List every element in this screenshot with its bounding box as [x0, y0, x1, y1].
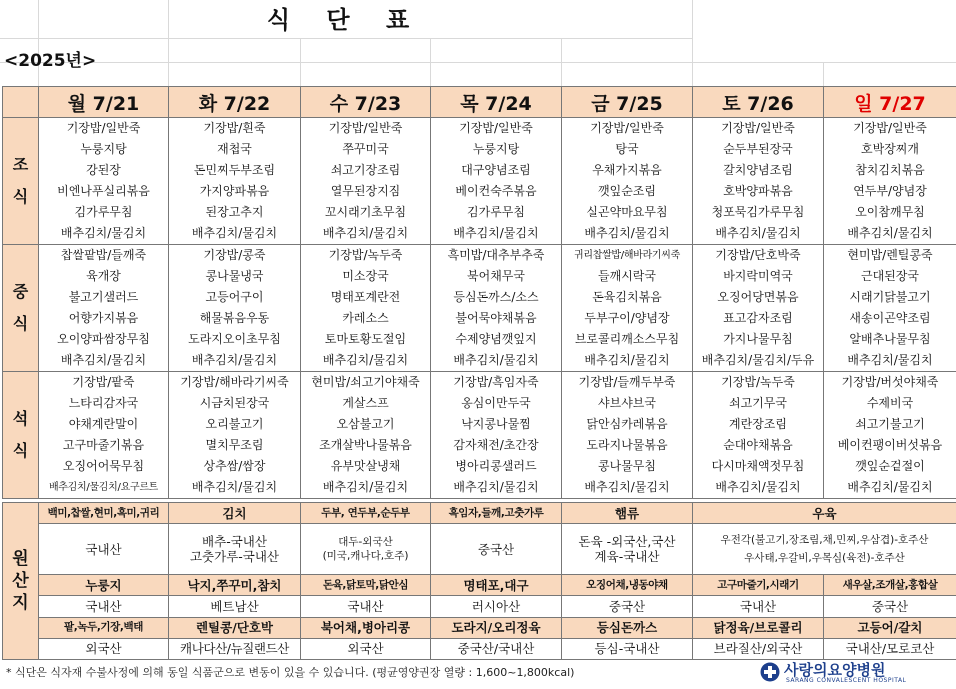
origin-header: 흑임자,들깨,고춧가루 [431, 503, 562, 524]
origin-value-row-2 [3, 596, 956, 617]
origin-value: 돈육 -외국산,국산 계육-국내산 [562, 524, 693, 575]
origin-header-row-2 [3, 575, 956, 596]
origin-value: 중국산 [431, 524, 562, 575]
origin-header: 햄류 [562, 503, 693, 524]
origin-value: 배추-국내산 고춧가루-국내산 [169, 524, 301, 575]
sheet-grid [0, 0, 956, 86]
menu-cell: 흑미밥/대추부추죽 북어채무국 등심돈까스/소스 불어묵야채볶음 수제양념깻잎지 배추김치/물김치 [431, 245, 562, 372]
origin-header: 새우살,조개살,홍합살 [824, 575, 956, 596]
menu-cell: 기장밥/단호박죽 바지락미역국 오징어당면볶음 표고감자조림 가지나물무침 배추김치/물김치/두유 [693, 245, 824, 372]
menu-cell: 기장밥/일반죽 누룽지탕 대구양념조림 베이컨숙주볶음 김가루무침 배추김치/물김치 [431, 118, 562, 245]
menu-cell: 기장밥/흑임자죽 옹심이만두국 낙지콩나물찜 감자채전/초간장 병아리콩샐러드 배추김치/물김치 [431, 372, 562, 499]
origin-value: 중국산 [824, 596, 956, 617]
menu-cell: 현미밥/렌틸콩죽 근대된장국 시래기닭불고기 새송이곤약조림 알배추나물무침 배추김치/물김치 [824, 245, 956, 372]
day-header: 목 7/24 [431, 87, 562, 118]
origin-label: 원 산 지 [3, 503, 39, 660]
origin-value: 등심-국내산 [562, 638, 693, 659]
origin-header: 닭정육/브로콜리 [693, 617, 824, 638]
day-header-sunday: 일 7/27 [824, 87, 956, 118]
hospital-subtitle: SARANG CONVALESCENT HOSPITAL [786, 677, 907, 684]
menu-cell: 기장밥/일반죽 쭈꾸미국 쇠고기장조림 열무된장지짐 꼬시래기초무침 배추김치/물김치 [301, 118, 431, 245]
origin-value: 외국산 [39, 638, 169, 659]
menu-cell: 기장밥/흰죽 재첩국 돈민찌두부조림 가지양파볶음 된장고추지 배추김치/물김치 [169, 118, 301, 245]
menu-cell: 기장밥/녹두죽 미소장국 명태포계란전 카레소스 토마토황도절임 배추김치/물김치 [301, 245, 431, 372]
origin-header: 렌틸콩/단호박 [169, 617, 301, 638]
day-header: 월 7/21 [39, 87, 169, 118]
menu-cell: 기장밥/일반죽 누룽지탕 강된장 비엔나푸실리볶음 김가루무침 배추김치/물김치 [39, 118, 169, 245]
meal-label-breakfast: 조 식 [3, 118, 39, 245]
menu-cell: 기장밥/팥죽 느타리감자국 야채계란말이 고구마줄기볶음 오징어어묵무침 배추김치/물김치/요구르트 [39, 372, 169, 499]
hospital-logo [756, 659, 952, 687]
menu-cell: 기장밥/일반죽 순두부된장국 갈치양념조림 호박양파볶음 청포묵김가루무침 배추김치/물김치 [693, 118, 824, 245]
menu-cell: 기장밥/녹두죽 쇠고기무국 계란장조림 순대야채볶음 다시마채액젓무침 배추김치/물김치 [693, 372, 824, 499]
origin-value: 외국산 [301, 638, 431, 659]
origin-header-row-3 [3, 617, 956, 638]
origin-value: 브라질산/외국산 [693, 638, 824, 659]
menu-cell: 기장밥/들깨두부죽 샤브샤브국 닭안심카레볶음 도라지나물볶음 콩나물무침 배추김치/물김치 [562, 372, 693, 499]
origin-header: 김치 [169, 503, 301, 524]
origin-value: 국내산 [301, 596, 431, 617]
menu-table [2, 86, 956, 499]
origin-header: 팥,녹두,기장,백태 [39, 617, 169, 638]
origin-value: 국내산 [693, 596, 824, 617]
dinner-row [3, 372, 956, 499]
origin-header: 등심돈까스 [562, 617, 693, 638]
meal-label-dinner: 석 식 [3, 372, 39, 499]
menu-cell: 기장밥/버섯야채죽 수제비국 쇠고기불고기 베이컨팽이버섯볶음 깻잎순겉절이 배추김치/물김치 [824, 372, 956, 499]
origin-value: 우전각(불고기,장조림,채,민찌,우삼겹)-호주산 우사태,우갈비,우목심(육전)-호주산 [693, 524, 956, 575]
origin-header: 백미,찹쌀,현미,흑미,귀리 [39, 503, 169, 524]
day-header: 화 7/22 [169, 87, 301, 118]
menu-cell: 기장밥/해바라기씨죽 시금치된장국 오리불고기 멸치무조림 상추쌈/쌈장 배추김치/물김치 [169, 372, 301, 499]
origin-header: 명태포,대구 [431, 575, 562, 596]
lunch-row [3, 245, 956, 372]
page-title: 식 단 표 [266, 6, 424, 34]
origin-value: 중국산 [562, 596, 693, 617]
origin-value: 대두-외국산 (미국,캐나다,호주) [301, 524, 431, 575]
origin-value: 국내산 [39, 596, 169, 617]
day-header: 토 7/26 [693, 87, 824, 118]
menu-cell: 기장밥/일반죽 탕국 우채가지볶음 깻잎순조림 실곤약마요무침 배추김치/물김치 [562, 118, 693, 245]
day-header-row [3, 87, 956, 118]
origin-value-row-3 [3, 638, 956, 659]
origin-value: 러시아산 [431, 596, 562, 617]
corner-cell [3, 87, 39, 118]
origin-value: 베트남산 [169, 596, 301, 617]
origin-value: 중국산/국내산 [431, 638, 562, 659]
day-header: 금 7/25 [562, 87, 693, 118]
origin-header: 오징어채,냉동야채 [562, 575, 693, 596]
hospital-cross-icon [760, 662, 780, 682]
menu-cell: 찹쌀팥밥/들깨죽 육개장 불고기샐러드 어향가지볶음 오이양파쌈장무침 배추김치/물김치 [39, 245, 169, 372]
menu-cell: 기장밥/콩죽 콩나물냉국 고등어구이 해물볶음우동 도라지오이초무침 배추김치/물김치 [169, 245, 301, 372]
origin-header: 낙지,쭈꾸미,참치 [169, 575, 301, 596]
menu-cell: 기장밥/일반죽 호박장찌개 참치김치볶음 연두부/양념장 오이참깨무침 배추김치/물김치 [824, 118, 956, 245]
footer-note: * 식단은 식자재 수불사정에 의해 동일 식품군으로 변동이 있을 수 있습니다. (평균영양권장 열량 : 1,600~1,800kcal) [6, 666, 575, 679]
origin-header: 고등어/갈치 [824, 617, 956, 638]
menu-cell: 귀리찹쌀밥/해바라기씨죽 들깨시락국 돈육김치볶음 두부구이/양념장 브로콜리깨소스무침 배추김치/물김치 [562, 245, 693, 372]
breakfast-row [3, 118, 956, 245]
origin-header: 두부, 연두부,순두부 [301, 503, 431, 524]
meal-label-lunch: 중 식 [3, 245, 39, 372]
origin-header: 누룽지 [39, 575, 169, 596]
origin-value-row-1 [3, 524, 956, 575]
origin-header-row-1 [3, 503, 956, 524]
origin-header: 북어채,병아리콩 [301, 617, 431, 638]
menu-cell: 현미밥/쇠고기야채죽 게살스프 오삼불고기 조개살박나물볶음 유부맛살냉채 배추김치/물김치 [301, 372, 431, 499]
origin-table [2, 502, 956, 660]
origin-value: 캐나다산/뉴질랜드산 [169, 638, 301, 659]
origin-value: 국내산/모로코산 [824, 638, 956, 659]
year-label: <2025년> [4, 51, 97, 71]
day-header: 수 7/23 [301, 87, 431, 118]
origin-header: 우육 [693, 503, 956, 524]
hospital-name: 사랑의요양병원 [784, 661, 886, 679]
origin-header: 고구마줄기,시래기 [693, 575, 824, 596]
origin-value: 국내산 [39, 524, 169, 575]
origin-header: 도라지/오리정육 [431, 617, 562, 638]
origin-header: 돈육,닭토막,닭안심 [301, 575, 431, 596]
